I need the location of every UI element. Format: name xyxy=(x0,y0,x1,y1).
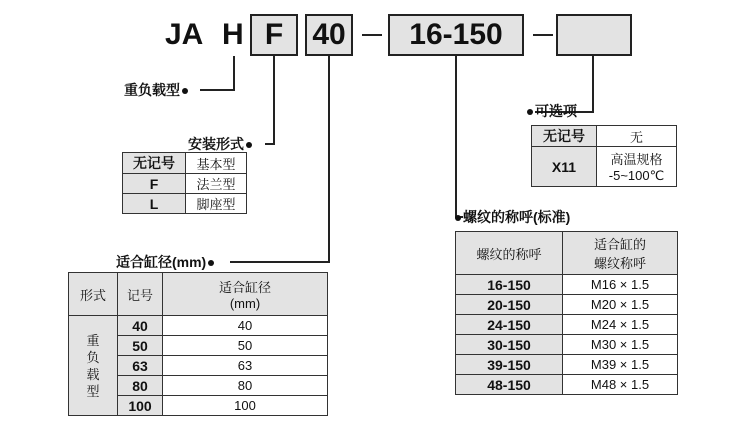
bore-header-line: 适合缸径 xyxy=(218,280,271,295)
thread-name: 39-150 xyxy=(456,355,563,375)
bore-header-line: (mm) xyxy=(229,296,261,311)
bore-value: 63 xyxy=(163,356,328,376)
leader-mount-h xyxy=(265,143,275,145)
thread-name: 20-150 xyxy=(456,295,563,315)
bore-value: 100 xyxy=(163,396,328,416)
thread-name: 24-150 xyxy=(456,315,563,335)
leader-bore-v xyxy=(328,56,330,263)
bore-symbol: 63 xyxy=(118,356,163,376)
option-table xyxy=(531,125,677,187)
dash-1 xyxy=(362,34,382,36)
bullet-dot xyxy=(246,142,252,148)
label-heavy-load: 重负载型 xyxy=(124,83,188,97)
thread-value: M39 × 1.5 xyxy=(563,355,678,375)
leader-bore-h xyxy=(230,261,330,263)
dash-2 xyxy=(533,34,553,36)
mount-code-box: F xyxy=(250,14,298,56)
mount-value: 脚座型 xyxy=(186,194,247,214)
thread-header-line: 适合缸的 xyxy=(593,237,646,252)
option-value: 无 xyxy=(597,126,677,147)
bore-table xyxy=(68,272,328,416)
option-key: 无记号 xyxy=(532,126,597,147)
bore-symbol: 50 xyxy=(118,336,163,356)
thread-value: M30 × 1.5 xyxy=(563,335,678,355)
option-value-line: 高温规格 xyxy=(610,152,663,167)
thread-name: 16-150 xyxy=(456,275,563,295)
form-char: 负 xyxy=(86,349,100,365)
bore-symbol: 100 xyxy=(118,396,163,416)
leader-option-v xyxy=(592,56,594,113)
option-code-box xyxy=(556,14,632,56)
bore-header-form: 形式 xyxy=(69,273,118,316)
thread-value: M48 × 1.5 xyxy=(563,375,678,395)
bullet-dot xyxy=(527,109,533,115)
label-option: 可选项 xyxy=(527,104,577,118)
bore-form-cell xyxy=(69,316,118,416)
bore-symbol: 40 xyxy=(118,316,163,336)
thread-value: M16 × 1.5 xyxy=(563,275,678,295)
thread-name: 30-150 xyxy=(456,335,563,355)
mount-value: 法兰型 xyxy=(186,174,247,194)
bore-symbol: 80 xyxy=(118,376,163,396)
leader-thread-v xyxy=(455,56,457,218)
bore-header-symbol: 记号 xyxy=(118,273,163,316)
option-value xyxy=(597,147,677,187)
leader-mount-v xyxy=(273,56,275,145)
bore-header-bore xyxy=(163,273,328,316)
bullet-dot xyxy=(455,215,461,221)
option-value-line: -5~100℃ xyxy=(608,168,665,183)
mount-table xyxy=(122,152,247,214)
prefix-code: JA xyxy=(165,18,204,51)
thread-value: M24 × 1.5 xyxy=(563,315,678,335)
thread-header-name: 螺纹的称呼 xyxy=(456,232,563,275)
thread-code-box: 16-150 xyxy=(388,14,524,56)
thread-table xyxy=(455,231,678,395)
bullet-dot xyxy=(208,260,214,266)
form-char: 型 xyxy=(86,383,100,399)
mount-key: 无记号 xyxy=(123,153,186,174)
bore-code-box: 40 xyxy=(305,14,353,56)
mount-value: 基本型 xyxy=(186,153,247,174)
thread-header-bore xyxy=(563,232,678,275)
bore-value: 40 xyxy=(163,316,328,336)
bore-value: 50 xyxy=(163,336,328,356)
leader-heavy-v xyxy=(233,56,235,91)
option-key: X11 xyxy=(532,147,597,187)
label-bore: 适合缸径(mm) xyxy=(116,255,214,269)
thread-name: 48-150 xyxy=(456,375,563,395)
label-mounting: 安装形式 xyxy=(188,137,252,151)
bullet-dot xyxy=(182,88,188,94)
thread-value: M20 × 1.5 xyxy=(563,295,678,315)
mount-key: F xyxy=(123,174,186,194)
bore-value: 80 xyxy=(163,376,328,396)
label-thread: 螺纹的称呼(标准) xyxy=(455,210,570,224)
leader-heavy-h xyxy=(200,89,235,91)
heavy-code: H xyxy=(222,18,244,51)
mount-key: L xyxy=(123,194,186,214)
form-char: 重 xyxy=(86,332,100,348)
form-char: 载 xyxy=(86,366,100,382)
thread-header-line: 螺纹称呼 xyxy=(593,256,646,271)
